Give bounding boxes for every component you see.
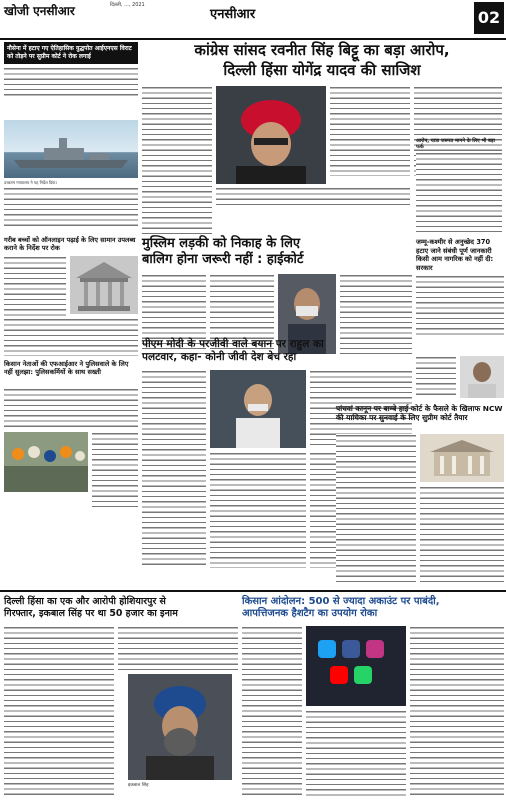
bottom-left-headline-line2: गिरफ्तार, इकबाल सिंह पर था 50 हजार का इनाम: [4, 608, 178, 619]
supreme-court-illustration: [70, 256, 138, 314]
main-col1: [142, 86, 212, 236]
left-lower-body1: [4, 388, 138, 428]
left-mid-story: [4, 236, 138, 356]
left-lower-headline: किसान नेताओं की एफआईआर ने पुलिसवाले के लिए नहीं सुलझा: पुलिसकर्मियों के साथ सख्ती: [4, 360, 129, 376]
jk-body: [416, 275, 504, 335]
court-photo: [70, 256, 138, 314]
minister-photo: [460, 356, 504, 398]
bottom-right-col1: [242, 626, 302, 796]
section-divider: [0, 590, 506, 592]
page-number: 02: [474, 2, 504, 34]
warship-photo: [4, 120, 138, 178]
farmers-crowd-illustration: [4, 432, 88, 492]
sc-building-photo: [420, 434, 504, 482]
pm-headline-line2: पलटवार, कहा- कोनी जीवी देश बेच रहा: [142, 351, 297, 363]
court-building-illustration: [420, 434, 504, 482]
jk-headline: जम्मू-कश्मीर से अनुच्छेद 370 हटाए जाने संबंधी पूर्ण जानकारी किसी आम नागरिक को नहीं दी: सरकार: [416, 238, 494, 272]
masthead: [0, 0, 506, 40]
brand-name: खोजी एनसीआर: [4, 4, 75, 18]
social-media-icons-illustration: [306, 626, 406, 706]
muslim-headline-line1: मुस्लिम लड़की को निकाह के लिए: [142, 236, 301, 251]
bottom-right-story: [242, 596, 504, 796]
main-headline-line2: दिल्ली हिंसा योगेंद्र यादव की साजिश: [223, 61, 421, 79]
sc-story: [336, 404, 504, 584]
left-mid-body1: [4, 256, 66, 316]
main-col2: [330, 86, 410, 176]
left-top-body-2: [4, 187, 138, 229]
date-line: दिल्ली, ..., 2021: [110, 2, 145, 8]
bottom-left-col2: [118, 626, 238, 670]
pm-col3: [210, 452, 306, 568]
left-lower-body2: [92, 432, 138, 510]
right-subhead: आरोप, यात्रा जरूरत मानने के लिए भी बड़ा फर्क: [416, 138, 495, 150]
jk-body-2: [416, 356, 456, 398]
jk-story: [416, 238, 504, 398]
bittu-photo: [216, 86, 326, 184]
sc-headline: पांचवां कानून पर बाम्बे हाई कोर्ट के फैसले के खिलाफ NCW की याचिका पर सुनवाई के लिए सुप्रीम कोर्ट तैयार: [336, 404, 503, 422]
warship-illustration: [4, 120, 138, 178]
social-media-photo: [306, 626, 406, 706]
bottom-right-headline-line1: किसान आंदोलन: 500 से ज्यादा अकाउंट पर पाबंदी,: [242, 596, 440, 607]
bittu-portrait: [216, 86, 326, 184]
bottom-left-headline-line1: दिल्ली हिंसा का एक और आरोपी होशियारपुर से: [4, 596, 166, 607]
bottom-left-col1: [4, 626, 114, 796]
left-mid-headline: गरीब बच्चों को ऑनलाइन पढ़ाई के लिए सामान उपलब्ध कराने के निर्देश पर रोक: [4, 236, 136, 252]
minister-portrait: [460, 356, 504, 398]
left-top-headline: नौसेना में हटाए गए ऐतिहासिक युद्धपोत आईएनएस विराट को तोड़ने पर सुप्रीम कोर्ट ने रोक लगाई: [4, 42, 138, 64]
sc-body2: [420, 486, 504, 584]
right-subhead-body: [416, 152, 502, 232]
muslim-headline-line2: बालिग होना जरूरी नहीं : हाईकोर्ट: [142, 252, 304, 267]
pm-col1: [142, 370, 206, 568]
iqbal-caption: इकबाल सिंह: [128, 783, 149, 788]
pm-headline-line1: पीएम मोदी के परजीवी वाले बयान पर राहुल का: [142, 338, 324, 350]
left-mid-body2: [4, 318, 138, 356]
left-top-body: [4, 67, 138, 97]
main-bottom-text: [216, 187, 410, 207]
sc-body1: [336, 434, 416, 584]
left-lower-story: [4, 360, 138, 510]
main-headline-line1: कांग्रेस सांसद रवनीत सिंह बिट्टू का बड़ा आरोप,: [194, 41, 450, 59]
warship-caption: उच्चतम न्यायालय ने यह निर्देश दिया।: [4, 180, 57, 185]
bottom-left-story: [4, 596, 238, 796]
bottom-right-col2: [306, 710, 406, 796]
iqbal-singh-portrait: [128, 674, 232, 780]
section-name: एनसीआर: [210, 7, 256, 22]
iqbal-singh-photo: [128, 674, 232, 780]
muslim-story: [142, 236, 412, 332]
bottom-right-headline-line2: आपत्तिजनक हैशटैग का उपयोग रोका: [242, 608, 378, 619]
rahul-parliament-photo: [210, 370, 306, 448]
farmers-photo: [4, 432, 88, 492]
bottom-right-col3: [410, 626, 504, 796]
left-top-story: [4, 42, 138, 230]
rahul-photo: [210, 370, 306, 448]
